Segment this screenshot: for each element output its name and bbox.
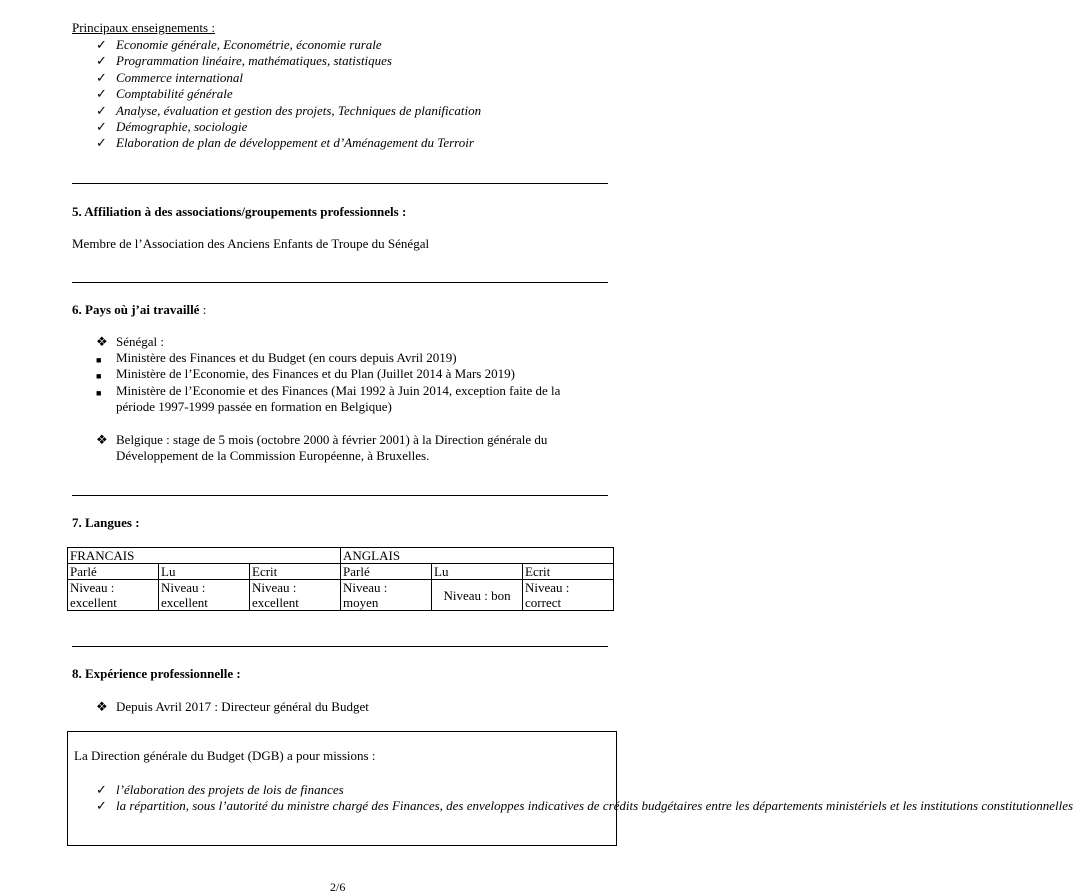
section-6-title: 6. Pays où j’ai travaillé : [72,302,207,317]
missions-list [96,782,1073,815]
list-item: ■ Ministère de l’Economie et des Finances (Mai 1992 à Juin 2014, exception faite de la [96,383,616,399]
list-item: ✓ Analyse, évaluation et gestion des projets, Techniques de planification [96,102,482,118]
table-cell: Lu [432,564,523,580]
section-5-text: Membre de l’Association des Anciens Enfants de Troupe du Sénégal [72,236,430,251]
missions-box [67,731,1073,846]
divider [72,183,608,184]
square-bullet-icon: ■ [96,387,102,398]
list-item: ■ Ministère des Finances et du Budget (en cours depuis Avril 2019) [96,350,616,366]
table-cell: Niveau : bon [432,580,523,611]
diamond-bullet-icon: ❖ [96,699,108,714]
experience-item: ❖ Depuis Avril 2017 : Directeur général du Budget [96,699,369,714]
list-item: ✓ Economie générale, Econométrie, économie rurale [96,37,382,52]
teaching-heading: Principaux enseignements : [72,20,215,35]
table-cell: Ecrit [523,564,614,580]
table-cell: ANGLAIS [341,548,614,564]
check-icon: ✓ [96,135,107,151]
list-item: ✓ Elaboration de plan de développement et d’Aménagement du Terroir [96,135,474,151]
check-icon: ✓ [96,798,107,814]
section-5-title: 5. Affiliation à des associations/groupements professionnels : [72,204,407,219]
list-item: ✓ Programmation linéaire, mathématiques, statistiques [96,53,392,69]
diamond-bullet-icon: ❖ [96,334,108,349]
list-item: ✓ l’élaboration des projets de lois de finances [96,782,344,797]
table-cell: Niveau : excellent [159,580,250,611]
table-row [68,580,614,611]
table-cell: Lu [159,564,250,580]
table-cell: FRANCAIS [68,548,341,564]
list-item-continuation: période 1997-1999 passée en formation en Belgique) [116,399,392,415]
page-number: 2/6 [330,880,346,894]
check-icon: ✓ [96,119,107,135]
table-cell: Niveau : excellent [250,580,341,611]
section-7-title: 7. Langues : [72,515,140,530]
divider [72,282,608,283]
divider [72,495,608,496]
table-cell: Ecrit [250,564,341,580]
square-bullet-icon: ■ [96,355,102,365]
table-row [68,548,614,564]
check-icon: ✓ [96,102,107,118]
check-icon: ✓ [96,86,107,102]
belgium-item: ❖ Belgique : stage de 5 mois (octobre 2000 à février 2001) à la Direction générale du Développement de la Commission Européenne, à Bruxelles. [96,432,548,464]
divider [72,646,608,647]
senegal-list [96,350,616,416]
list-item: ✓ Démographie, sociologie [96,119,248,135]
table-row [68,564,614,580]
check-icon: ✓ [96,782,107,797]
teaching-list [96,37,481,152]
missions-intro: La Direction générale du Budget (DGB) a pour missions : [74,748,376,763]
table-cell: Parlé [341,564,432,580]
list-item: ■ Ministère de l’Economie, des Finances et du Plan (Juillet 2014 à Mars 2019) [96,366,616,382]
table-cell: Niveau : moyen [341,580,432,611]
table-cell: Parlé [68,564,159,580]
check-icon: ✓ [96,53,107,69]
list-item: ✓ Commerce international [96,69,243,85]
check-icon: ✓ [96,37,107,52]
section-8-title: 8. Expérience professionnelle : [72,666,241,681]
diamond-bullet-icon: ❖ [96,432,108,447]
square-bullet-icon: ■ [96,371,102,382]
languages-table [67,547,614,611]
check-icon: ✓ [96,69,107,85]
list-item: ✓ la répartition, sous l’autorité du ministre chargé des Finances, des enveloppes indicatives de crédits budgétaires entre les départements ministériels et les institutions constitutionnelles [96,798,1073,814]
table-cell: Niveau : correct [523,580,614,611]
table-cell: Niveau : excellent [68,580,159,611]
list-item: ✓ Comptabilité générale [96,86,233,102]
senegal-item: ❖ Sénégal : [96,334,165,349]
